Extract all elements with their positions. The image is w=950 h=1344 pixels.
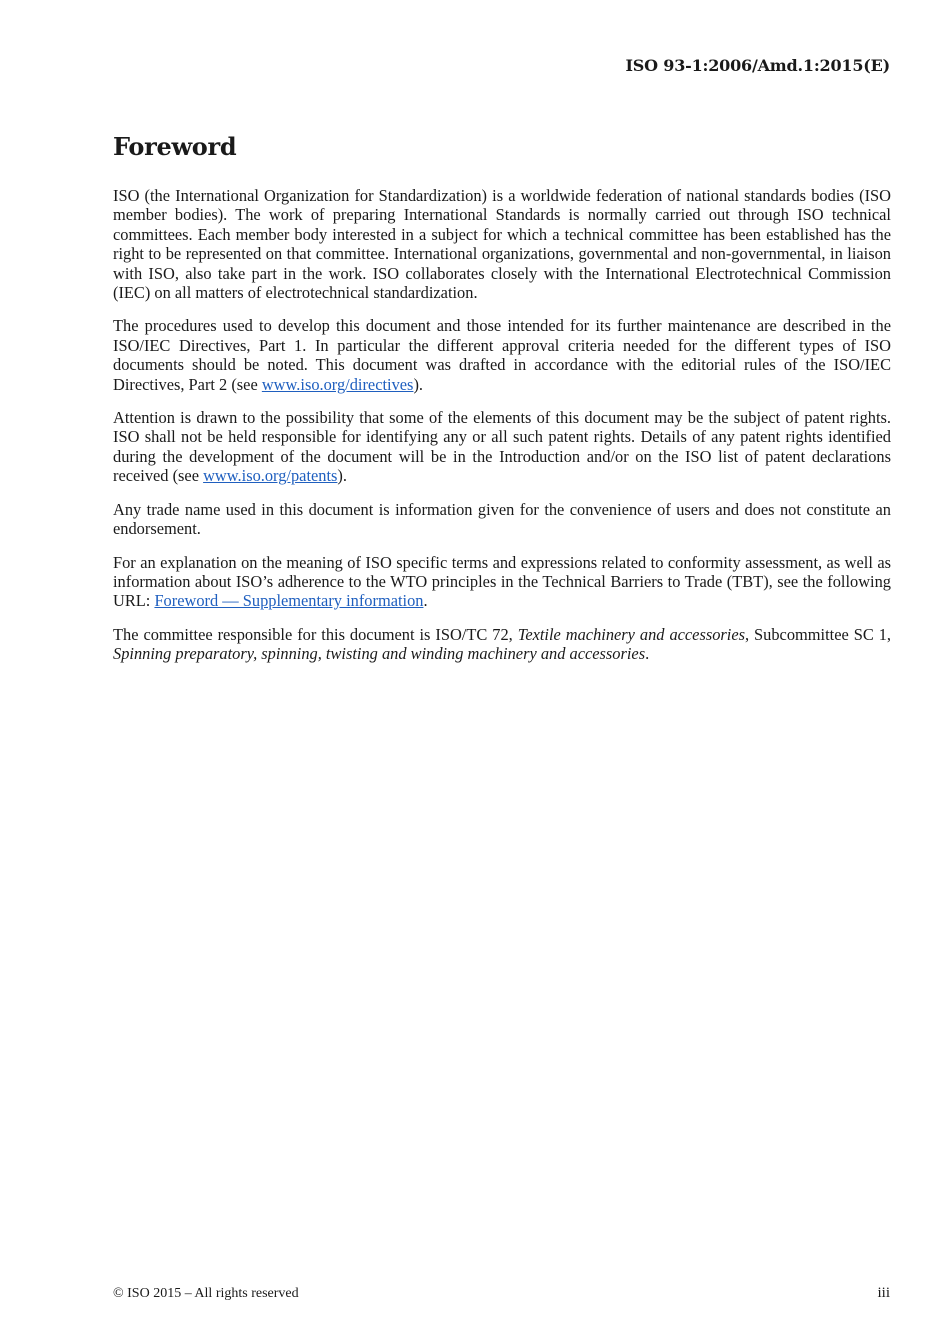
paragraph-patents xyxy=(113,408,891,486)
committee-text-2: , Subcommittee SC 1, xyxy=(745,624,891,644)
supplementary-info-link[interactable]: Foreword — Supplementary information xyxy=(154,591,424,611)
directives-link[interactable]: www.iso.org/directives xyxy=(261,374,414,394)
paragraph-iso-intro: ISO (the International Organization for Standardization) is a worldwide federation of national standards bodies (ISO member bodies). The work of preparing International Standards is normally carried out through ISO technical committees. Each member body interested in a subject for which a technical committee has been established has the right to be represented on that committee. International organizations, governmental and non-governmental, in liaison with ISO, also take part in the work. ISO collaborates closely with the International Electrotechnical Commission (IEC) on all matters of electrotechnical standardization. xyxy=(113,186,891,303)
page-title: Foreword xyxy=(113,132,237,161)
paragraph-procedures-end: ). xyxy=(413,374,423,394)
committee-text-1: The committee responsible for this document is ISO/TC 72, xyxy=(113,624,518,644)
paragraph-trade-name: Any trade name used in this document is information given for the convenience of users and does not constitute an endorsement. xyxy=(113,499,891,539)
paragraph-procedures xyxy=(113,316,891,394)
committee-text-3: . xyxy=(645,644,650,664)
footer-page-number: iii xyxy=(877,1285,890,1301)
patents-link[interactable]: www.iso.org/patents xyxy=(203,466,338,486)
paragraph-conformity-end: . xyxy=(423,591,428,611)
paragraph-patents-end: ). xyxy=(337,466,347,486)
paragraph-procedures-text: The procedures used to develop this document and those intended for its further maintenance are described in the ISO/IEC Directives, Part 1. In particular the different approval criteria needed for the different types of ISO documents should be noted. This document was drafted in accordance with the editorial rules of the ISO/IEC Directives, Part 2 (see xyxy=(113,316,891,394)
paragraph-committee xyxy=(113,625,891,664)
subcommittee-name-italic: Spinning preparatory, spinning, twisting and winding machinery and accessories xyxy=(113,644,646,664)
foreword-body xyxy=(113,186,891,678)
document-id: ISO 93-1:2006/Amd.1:2015(E) xyxy=(625,56,890,75)
committee-name-italic: Textile machinery and accessories xyxy=(517,624,745,644)
footer-copyright: © ISO 2015 – All rights reserved xyxy=(113,1286,299,1301)
paragraph-patents-text: Attention is drawn to the possibility that some of the elements of this document may be the subject of patent rights. ISO shall not be held responsible for identifying any or all such patent rights. Details of any patent rights identified during the development of the document will be in the Introduction and/or on the ISO list of patent declarations received (see xyxy=(113,408,891,486)
paragraph-conformity xyxy=(113,553,891,611)
paragraph-conformity-text: For an explanation on the meaning of ISO specific terms and expressions related to conformity assessment, as well as information about ISO’s adherence to the WTO principles in the Technical Barriers to Trade (TBT), see the following URL: xyxy=(113,552,891,611)
